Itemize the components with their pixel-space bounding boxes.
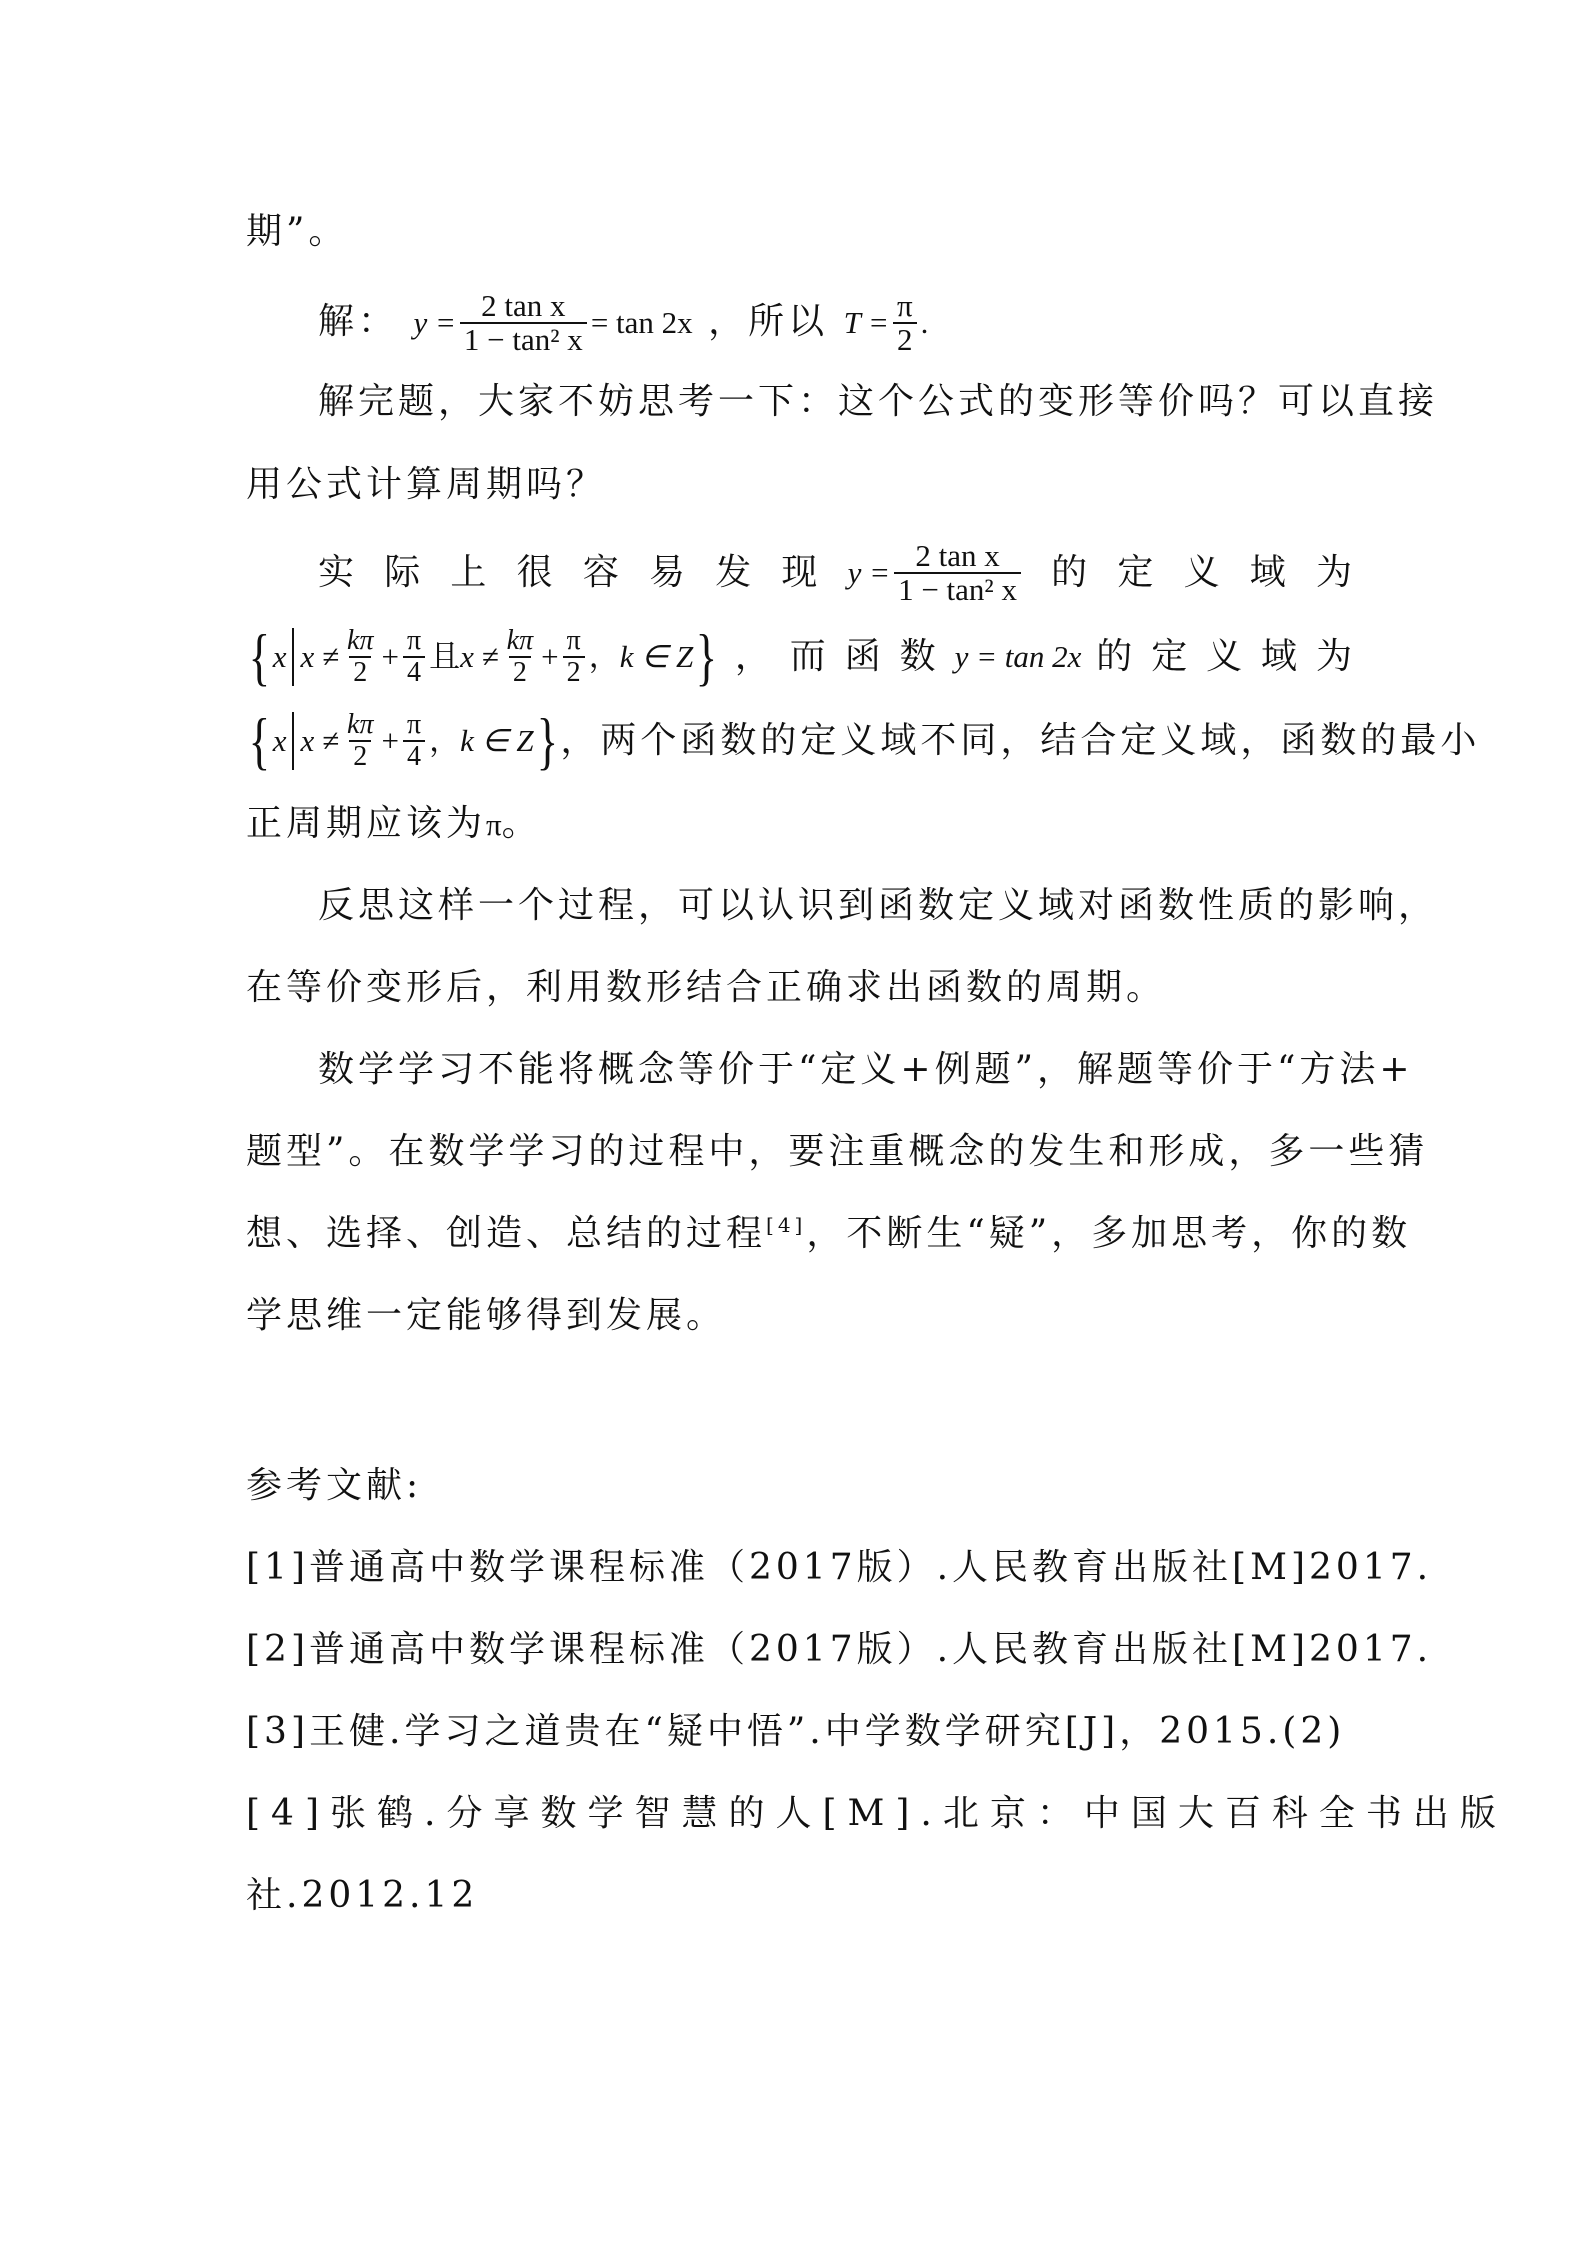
word: 义 <box>1183 552 1224 593</box>
word: 义 <box>1206 636 1247 677</box>
math-text: + <box>541 639 559 674</box>
fraction-numerator: π <box>406 709 422 740</box>
references-title: 参考文献: <box>246 1465 423 1506</box>
math-brace: } <box>536 705 558 776</box>
math-text: y = <box>413 305 456 340</box>
text-line <box>246 704 1481 778</box>
fraction-denominator: 2 <box>349 740 371 772</box>
word: 际 <box>384 552 425 593</box>
text-line: 在等价变形后，利用数形结合正确求出函数的周期。 <box>246 967 1167 1008</box>
fraction-numerator: π <box>566 625 581 656</box>
math-text: T = <box>843 305 889 340</box>
math-brace: { <box>248 621 271 692</box>
math-text: x <box>272 639 287 674</box>
fraction-denominator: 4 <box>403 656 425 688</box>
reference-item-continued: 社.2012.12 <box>246 1875 479 1916</box>
math-bar <box>292 628 294 686</box>
math-text: y = <box>847 555 891 590</box>
text-line <box>246 620 1356 694</box>
fraction-numerator: π <box>896 288 913 323</box>
math-bar <box>292 712 294 770</box>
math-brace: { <box>248 705 271 776</box>
word: 函 <box>844 636 885 677</box>
fraction-denominator: 2 <box>563 656 585 688</box>
text-span: ，不断生“疑”，多加思考，你的数 <box>806 1213 1412 1254</box>
fraction <box>503 626 537 688</box>
math-text: ， <box>588 639 620 674</box>
word: 很 <box>516 552 557 593</box>
reference-item: [2]普通高中数学课程标准（2017版）.人民教育出版社[M]2017. <box>246 1629 1433 1670</box>
math-brace: } <box>695 621 718 692</box>
word: 易 <box>649 552 690 593</box>
math-text: + <box>381 723 399 758</box>
word: 的 <box>1051 552 1092 593</box>
text-span: 。 <box>501 803 542 844</box>
word: 现 <box>781 552 822 593</box>
citation-marker: [4] <box>766 1213 807 1237</box>
fraction-denominator: 1 − tan² x <box>460 322 587 356</box>
fraction-numerator: kπ <box>347 625 374 656</box>
reference-item: [1]普通高中数学课程标准（2017版）.人民教育出版社[M]2017. <box>246 1547 1433 1588</box>
fraction <box>460 290 587 356</box>
fraction-denominator: 4 <box>403 740 425 772</box>
math-text: x ≠ <box>300 639 340 674</box>
word: 域 <box>1261 636 1302 677</box>
fraction <box>563 626 585 688</box>
word: 定 <box>1151 636 1192 677</box>
text-span: 想、选择、创造、总结的过程 <box>246 1213 767 1254</box>
word: 容 <box>582 552 623 593</box>
word: 发 <box>715 552 756 593</box>
text-line: 数学学习不能将概念等价于“定义+例题”，解题等价于“方法+ <box>318 1049 1414 1090</box>
fraction <box>343 710 377 772</box>
fraction <box>403 710 425 772</box>
math-text: + <box>381 639 399 674</box>
math-text: k ∈ Z <box>460 723 534 758</box>
fraction-denominator: 2 <box>349 656 371 688</box>
text-line <box>246 1210 1412 1258</box>
reference-item: [3]王健.学习之道贵在“疑中悟”.中学数学研究[J]，2015.(2) <box>246 1711 1346 1752</box>
formula-tan-double-angle <box>413 290 692 356</box>
solution-line <box>318 290 1356 356</box>
math-text: 且 <box>429 639 461 674</box>
word: 域 <box>1249 552 1290 593</box>
word: 定 <box>1117 552 1158 593</box>
fraction <box>893 290 917 356</box>
fraction <box>403 626 425 688</box>
text-line: 期”。 <box>246 211 349 252</box>
math-text: x ≠ <box>300 723 340 758</box>
word: 而 <box>789 636 830 677</box>
word: 数 <box>899 636 940 677</box>
fraction-numerator: kπ <box>347 709 374 740</box>
fraction <box>343 626 377 688</box>
fraction-denominator: 2 <box>509 656 531 688</box>
reference-item: [4]张鹤.分享数学智慧的人[M].北京：中国大百科全书出版 <box>246 1793 1507 1834</box>
math-text: = tan 2x <box>590 305 693 340</box>
word: 为 <box>1315 636 1356 677</box>
text-line: 用公式计算周期吗？ <box>246 464 607 505</box>
fraction-denominator: 1 − tan² x <box>894 572 1021 606</box>
fraction-denominator: 2 <box>893 322 917 356</box>
math-text: ， <box>429 723 461 758</box>
formula-domain-set-1 <box>246 621 720 692</box>
fraction-numerator: 2 tan x <box>915 538 1000 573</box>
fraction-numerator: π <box>406 625 422 656</box>
math-text: k ∈ Z <box>619 639 694 674</box>
text-line: 解完题，大家不妨思考一下：这个公式的变形等价吗？可以直接 <box>318 381 1439 422</box>
text-line: 题型”。在数学学习的过程中，要注重概念的发生和形成，多一些猜 <box>246 1131 1429 1172</box>
math-text: x <box>272 723 287 758</box>
text-line <box>318 538 1356 608</box>
word: 的 <box>1096 636 1137 677</box>
formula-y-tan2x: y = tan 2x <box>954 639 1082 674</box>
math-text: x ≠ <box>460 639 499 674</box>
math-pi: π <box>486 807 502 842</box>
text-line: 学思维一定能够得到发展。 <box>246 1295 727 1336</box>
solution-connector: ，所以 <box>708 301 829 342</box>
fraction <box>894 540 1021 606</box>
math-text: . <box>920 305 929 340</box>
formula-domain-set-2 <box>246 705 560 776</box>
text-span: 正周期应该为 <box>246 803 487 844</box>
word: 为 <box>1315 552 1356 593</box>
solution-label: 解： <box>318 301 399 342</box>
word: ， <box>734 636 775 677</box>
text-line <box>246 800 1356 849</box>
word: 上 <box>450 552 491 593</box>
formula-period <box>844 290 929 356</box>
fraction-numerator: kπ <box>506 625 534 656</box>
word: 实 <box>318 552 359 593</box>
text-span: ，两个函数的定义域不同，结合定义域，函数的最小 <box>560 720 1481 761</box>
fraction-numerator: 2 tan x <box>481 288 566 323</box>
formula-y-fraction <box>848 540 1025 606</box>
text-line: 反思这样一个过程，可以认识到函数定义域对函数性质的影响， <box>318 885 1439 926</box>
